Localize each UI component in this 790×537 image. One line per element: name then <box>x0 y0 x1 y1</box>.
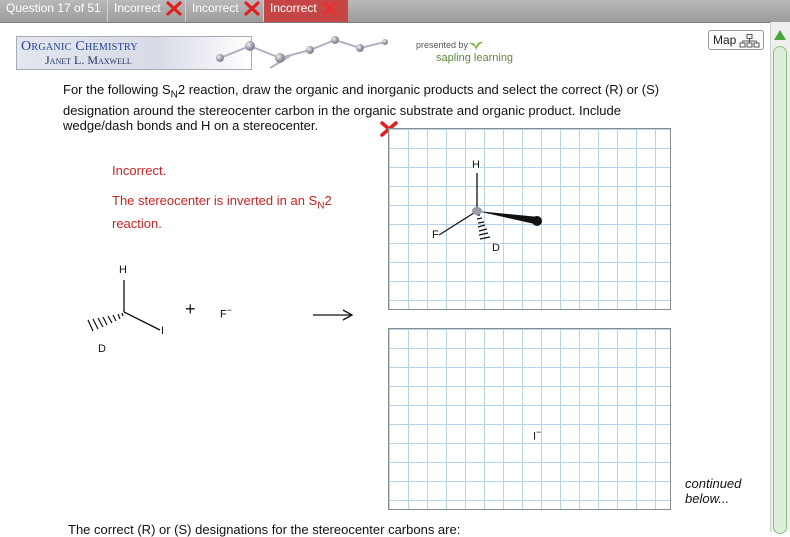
textbook-title: Organic Chemistry <box>21 39 138 54</box>
rs-designation-prompt: The correct (R) or (S) designations for the stereocenter carbons are: <box>68 522 461 537</box>
sapling-leaf-icon <box>468 38 484 52</box>
continued-line-2: below... <box>685 491 730 506</box>
reactant-atom-d: D <box>98 343 106 355</box>
question-line-1b: 2 reaction, draw the organic and inorganic products and select the correct (R) or (S) <box>177 82 660 97</box>
question-line-1a: For the following S <box>63 82 171 97</box>
question-counter[interactable]: Question 17 of 51 <box>0 0 108 22</box>
attempt-tab-3-label: Incorrect <box>270 1 317 15</box>
question-tab-bar <box>0 0 790 23</box>
feedback-message-b: 2 <box>324 193 332 208</box>
feedback-message-a: The stereocenter is inverted in an S <box>112 193 318 208</box>
continued-note <box>685 476 741 506</box>
sapling-learning-logo-text: sapling learning <box>436 52 514 64</box>
product-atom-h: H <box>472 159 480 171</box>
attempt-tab-1[interactable] <box>108 0 186 22</box>
reactant-atom-h: H <box>119 264 127 276</box>
attempt-tab-1-label: Incorrect <box>114 1 161 15</box>
plus-sign: + <box>185 299 196 319</box>
feedback-message-c: reaction. <box>112 215 162 231</box>
question-subscript: N <box>170 89 178 101</box>
product-atom-f: F <box>432 229 439 241</box>
inorganic-charge: − <box>536 427 542 437</box>
textbook-author: Janet L. Maxwell <box>45 53 132 67</box>
dash-bond-c-d <box>477 215 490 239</box>
dash-bond-c-d <box>88 313 123 331</box>
map-tree-icon <box>739 34 761 48</box>
scrollbar-thumb[interactable] <box>773 46 787 534</box>
molecule-decoration <box>160 28 420 78</box>
nucleophile-charge: − <box>226 305 232 315</box>
feedback-subscript: N <box>317 200 325 212</box>
scroll-up-arrow[interactable] <box>774 30 786 40</box>
attempt-tab-2[interactable] <box>186 0 264 22</box>
presented-by-label: presented by <box>416 40 469 50</box>
inorganic-atom-i <box>533 427 541 443</box>
attempt-tab-2-label: Incorrect <box>192 1 239 15</box>
map-button-label: Map <box>713 33 737 47</box>
attempt-tab-3-active[interactable] <box>264 0 348 22</box>
bond-c-i <box>124 312 160 330</box>
reactant-bonds <box>80 270 180 350</box>
incorrect-x-icon <box>166 1 182 16</box>
reactant-atom-i: I <box>161 325 165 337</box>
product-bonds <box>389 129 670 309</box>
nucleophile-f <box>220 305 232 321</box>
product-atom-d: D <box>492 242 500 254</box>
inorganic-atom-i-label: I <box>533 430 537 443</box>
reaction-arrow <box>312 308 354 322</box>
incorrect-x-icon <box>244 1 260 16</box>
feedback-status: Incorrect. <box>112 163 167 178</box>
question-line-3: wedge/dash bonds and H on a stereocenter. <box>63 117 319 133</box>
inorganic-product-drawing-canvas[interactable] <box>388 328 671 510</box>
feedback-message <box>112 192 372 232</box>
question-line-2: designation around the stereocenter carbon in the organic substrate and organic product. Include <box>63 102 621 118</box>
wedge-bond <box>477 211 539 225</box>
continued-line-1: continued <box>685 476 742 491</box>
nucleophile-label: F <box>220 308 227 321</box>
incorrect-x-icon <box>322 1 338 16</box>
organic-product-drawing-canvas[interactable] <box>388 128 671 310</box>
map-button[interactable] <box>708 30 764 50</box>
